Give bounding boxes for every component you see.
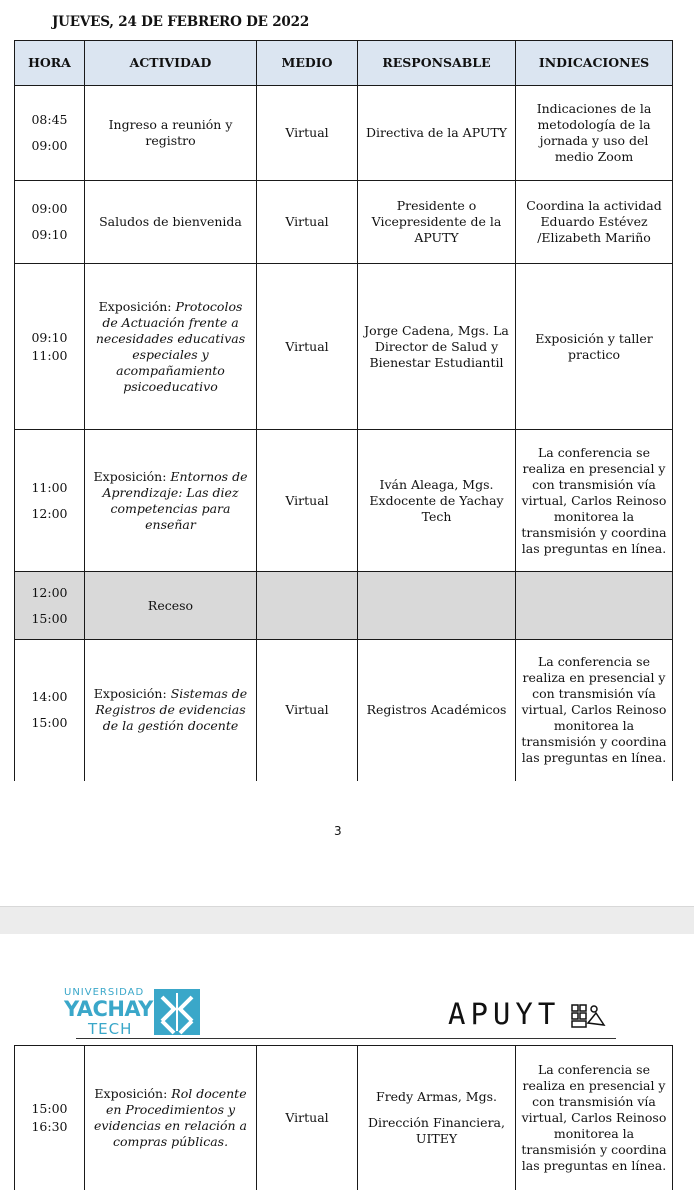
- activity-cell: [85, 430, 257, 572]
- time-cell: [15, 1046, 85, 1190]
- table-row: [15, 86, 673, 181]
- table-header-row: [15, 41, 673, 86]
- medium-cell: Virtual: [257, 1046, 358, 1190]
- medium-cell: Virtual: [257, 264, 358, 430]
- table-row: [15, 264, 673, 430]
- time-cell: [15, 264, 85, 430]
- responsible-department: Dirección Financiera, UITEY: [368, 1114, 505, 1146]
- notes-cell: La conferencia se realiza en presencial y con transmisión vía virtual, Carlos Reinoso monitorea la transmisión y coordina las preguntas en línea.: [516, 640, 673, 781]
- activity-cell: [85, 1046, 257, 1190]
- activity-label: Exposición:: [94, 1085, 168, 1101]
- notes-cell: La conferencia se realiza en presencial y con transmisión vía virtual, Carlos Reinoso monitorea la transmisión y coordina las preguntas en línea.: [516, 430, 673, 572]
- column-header-medio: MEDIO: [257, 41, 358, 86]
- yachay-emblem-icon: [154, 989, 200, 1035]
- agenda-table-continued: [14, 1045, 673, 1190]
- apuyt-emblem-icon: [570, 1003, 606, 1029]
- start-time: 11:00: [31, 479, 68, 495]
- medium-cell: Virtual: [257, 640, 358, 781]
- header-divider: [76, 1038, 616, 1039]
- responsible-cell: Directiva de la APUTY: [358, 86, 516, 181]
- end-time: 11:00: [31, 347, 68, 363]
- page-number: 3: [334, 824, 342, 838]
- apuyt-wordmark: APUYT: [448, 997, 561, 1031]
- activity-title: Rol docente en Procedimientos y evidencias en relación a compras públicas.: [94, 1085, 247, 1149]
- time-cell: [15, 430, 85, 572]
- medium-cell: Virtual: [257, 181, 358, 264]
- medium-cell: Virtual: [257, 86, 358, 181]
- column-header-hora: HORA: [15, 41, 85, 86]
- end-time: 09:00: [31, 138, 68, 153]
- table-row: [15, 1046, 673, 1190]
- activity-label: Exposición:: [98, 298, 172, 314]
- notes-cell: [516, 572, 673, 640]
- apuyt-logo: [448, 997, 560, 1031]
- end-time: 15:00: [31, 610, 68, 626]
- notes-cell: Indicaciones de la metodología de la jornada y uso del medio Zoom: [516, 86, 673, 181]
- activity-cell: Ingreso a reunión y registro: [85, 86, 257, 181]
- activity-cell: [85, 640, 257, 781]
- document-page-next: [0, 934, 694, 1200]
- responsible-name: Fredy Armas, Mgs.: [376, 1088, 497, 1104]
- medium-cell: Virtual: [257, 430, 358, 572]
- time-cell: [15, 572, 85, 640]
- end-time: 15:00: [31, 715, 68, 731]
- responsible-cell: [358, 1046, 516, 1190]
- activity-title: Entornos de Aprendizaje: Las diez competencias para enseñar: [102, 468, 248, 532]
- start-time: 09:10: [31, 329, 68, 345]
- notes-cell: La conferencia se realiza en presencial y con transmisión vía virtual, Carlos Reinoso monitorea la transmisión y coordina las preguntas en línea.: [516, 1046, 673, 1190]
- activity-cell: [85, 264, 257, 430]
- start-time: 08:45: [31, 112, 68, 127]
- responsible-cell: Iván Aleaga, Mgs. Exdocente de Yachay Tech: [358, 430, 516, 572]
- end-time: 16:30: [31, 1118, 68, 1134]
- column-header-responsable: RESPONSABLE: [358, 41, 516, 86]
- table-row: [15, 640, 673, 781]
- logo-yachay-word: YACHAY: [64, 997, 153, 1021]
- medium-cell: [257, 572, 358, 640]
- responsible-cell: Registros Académicos: [358, 640, 516, 781]
- agenda-table: [14, 40, 673, 781]
- activity-label: Exposición:: [93, 686, 167, 702]
- activity-title: Protocolos de Actuación frente a necesidades educativas especiales y acompañamiento psicoeducativo: [95, 298, 246, 394]
- start-time: 12:00: [31, 584, 68, 600]
- activity-label: Exposición:: [93, 468, 167, 484]
- yachay-tech-logo: [64, 987, 204, 1038]
- end-time: 12:00: [31, 505, 68, 521]
- activity-title: Sistemas de Registros de evidencias de la gestión docente: [95, 686, 248, 734]
- date-heading: JUEVES, 24 DE FEBRERO DE 2022: [52, 14, 310, 30]
- activity-cell: Receso: [85, 572, 257, 640]
- column-header-actividad: ACTIVIDAD: [85, 41, 257, 86]
- responsible-cell: Presidente o Vicepresidente de la APUTY: [358, 181, 516, 264]
- time-cell: [15, 640, 85, 781]
- notes-cell: Exposición y taller practico: [516, 264, 673, 430]
- notes-cell: Coordina la actividad Eduardo Estévez /Elizabeth Mariño: [516, 181, 673, 264]
- time-cell: [15, 86, 85, 181]
- time-cell: [15, 181, 85, 264]
- column-header-indicaciones: INDICACIONES: [516, 41, 673, 86]
- table-row: [15, 181, 673, 264]
- logo-university-word: UNIVERSIDAD: [64, 987, 145, 998]
- responsible-cell: Jorge Cadena, Mgs. La Director de Salud y Bienestar Estudiantil: [358, 264, 516, 430]
- start-time: 14:00: [31, 689, 68, 705]
- page-separator: [0, 906, 694, 936]
- start-time: 09:00: [31, 201, 68, 216]
- responsible-cell: [358, 572, 516, 640]
- start-time: 15:00: [31, 1100, 68, 1116]
- activity-cell: Saludos de bienvenida: [85, 181, 257, 264]
- table-row-break: [15, 572, 673, 640]
- table-row: [15, 430, 673, 572]
- logo-tech-word: TECH: [88, 1020, 133, 1038]
- end-time: 09:10: [31, 227, 68, 242]
